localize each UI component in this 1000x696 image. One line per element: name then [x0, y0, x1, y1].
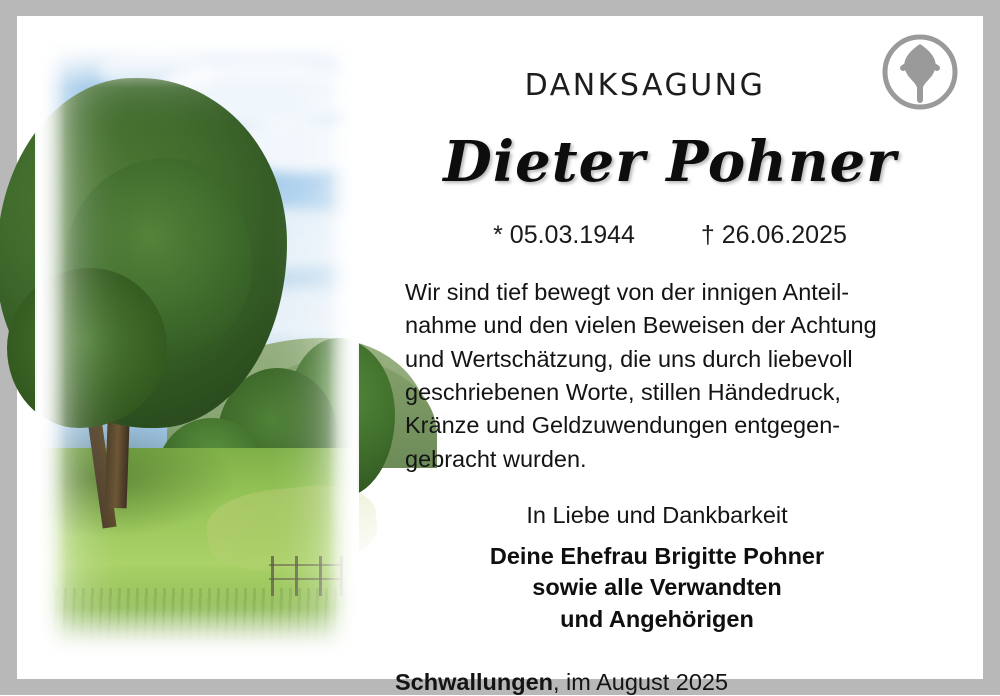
- thank-you-message: [377, 276, 963, 476]
- message-line: geschriebenen Worte, stillen Händedruck,: [405, 379, 841, 406]
- place-date-suffix: , im August 2025: [553, 668, 729, 695]
- obituary-text-block: [377, 44, 963, 695]
- place-and-date: [377, 669, 963, 696]
- message-line: Kränze und Geldzuwendungen entgegen-: [405, 412, 841, 439]
- birth-date: * 05.03.1944: [493, 221, 635, 249]
- family-signature: [377, 541, 963, 635]
- message-line: Wir sind tief bewegt von der innigen Anteil-: [405, 279, 850, 305]
- closing-line: In Liebe und Dankbarkeit: [526, 502, 788, 529]
- fence-shape: [269, 554, 343, 596]
- message-line: nahme und den vielen Beweisen der Achtung: [405, 312, 877, 339]
- place-name: Schwallungen: [395, 668, 553, 695]
- page-title: DANKSAGUNG: [524, 68, 766, 103]
- message-line: gebracht wurden.: [405, 445, 587, 472]
- landscape-tree-meadow-photo: [37, 38, 357, 658]
- death-date: † 26.06.2025: [700, 221, 847, 249]
- message-line: und Wertschätzung, die uns durch liebevoll: [405, 345, 853, 372]
- family-line: sowie alle Verwandten: [532, 574, 782, 601]
- deceased-name: Dieter Pohner: [443, 129, 897, 195]
- family-line: und Angehörigen: [560, 605, 754, 632]
- family-line: Deine Ehefrau Brigitte Pohner: [489, 543, 825, 570]
- meadow-shadow: [37, 418, 237, 538]
- photo-canvas: [37, 38, 357, 658]
- obituary-card: [17, 16, 983, 695]
- grass-texture: [37, 588, 357, 658]
- life-dates: [377, 221, 963, 250]
